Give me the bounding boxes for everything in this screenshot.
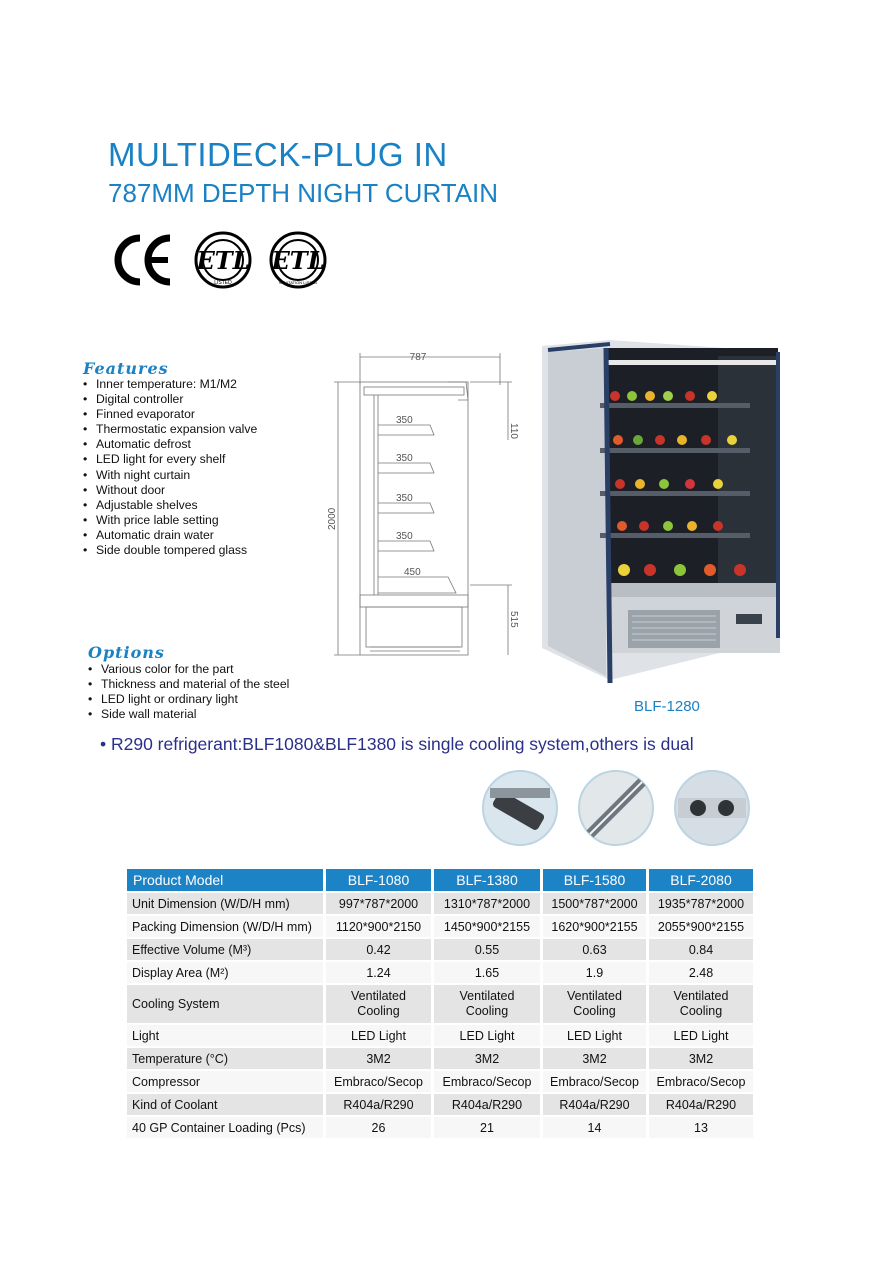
table-cell: 3M2 (326, 1048, 431, 1069)
ce-mark-icon (118, 238, 170, 282)
row-label: Packing Dimension (W/D/H mm) (127, 916, 323, 937)
table-row (127, 916, 753, 937)
svg-text:ETL: ETL (271, 246, 325, 275)
table-row (127, 962, 753, 983)
features-list (96, 377, 257, 558)
option-item: • Various color for the part (101, 662, 289, 677)
options-list (101, 662, 289, 722)
feature-item: • Automatic defrost (96, 437, 257, 452)
table-cell: Embraco/Secop (434, 1071, 540, 1092)
table-cell: 26 (326, 1117, 431, 1138)
table-row (127, 1117, 753, 1138)
product-image (540, 338, 785, 688)
row-label: Display Area (M²) (127, 962, 323, 983)
base-dimension: 515 (508, 611, 519, 628)
table-cell: 1620*900*2155 (543, 916, 646, 937)
shelf-dimension: 350 (396, 531, 413, 542)
table-cell: Ventilated Cooling (434, 985, 540, 1023)
table-cell: 3M2 (434, 1048, 540, 1069)
table-cell: Ventilated Cooling (326, 985, 431, 1023)
shelf-dimension: 350 (396, 415, 413, 426)
feature-item: • Finned evaporator (96, 407, 257, 422)
row-label: Cooling System (127, 985, 323, 1023)
shelf-dimension: 350 (396, 453, 413, 464)
table-row (127, 1071, 753, 1092)
side-section-drawing (327, 345, 520, 665)
fan-detail (675, 771, 749, 845)
table-cell: 0.84 (649, 939, 753, 960)
column-header: BLF-1580 (543, 869, 646, 891)
bottom-shelf-dimension: 450 (404, 567, 421, 578)
page-subtitle: 787MM DEPTH NIGHT CURTAIN (108, 178, 499, 208)
svg-text:ETL: ETL (196, 246, 250, 275)
table-row (127, 1094, 753, 1115)
feature-item: • With night curtain (96, 468, 257, 483)
table-cell: 14 (543, 1117, 646, 1138)
column-header: BLF-1380 (434, 869, 540, 891)
fan-motor-detail (483, 771, 557, 845)
option-item: • LED light or ordinary light (101, 692, 289, 707)
row-label: Effective Volume (M³) (127, 939, 323, 960)
table-cell: Embraco/Secop (543, 1071, 646, 1092)
detail-photos (480, 768, 752, 850)
certification-logos (108, 232, 333, 288)
table-cell: 1450*900*2155 (434, 916, 540, 937)
row-label: Light (127, 1025, 323, 1046)
table-cell: LED Light (434, 1025, 540, 1046)
table-cell: 1935*787*2000 (649, 893, 753, 914)
feature-item: • LED light for every shelf (96, 452, 257, 467)
row-label: Unit Dimension (W/D/H mm) (127, 893, 323, 914)
table-header-row (127, 869, 753, 891)
table-cell: 0.63 (543, 939, 646, 960)
table-cell: Embraco/Secop (326, 1071, 431, 1092)
table-cell: 1310*787*2000 (434, 893, 540, 914)
row-label: Compressor (127, 1071, 323, 1092)
column-header: BLF-2080 (649, 869, 753, 891)
shelf-dimension: 350 (396, 493, 413, 504)
depth-dimension: 787 (409, 352, 427, 363)
options-heading: Options (88, 643, 165, 662)
table-cell: 13 (649, 1117, 753, 1138)
feature-item: • Adjustable shelves (96, 498, 257, 513)
table-cell: R404a/R290 (543, 1094, 646, 1115)
table-cell: 1500*787*2000 (543, 893, 646, 914)
height-dimension: 2000 (327, 507, 338, 530)
feature-item: • Side double tompered glass (96, 543, 257, 558)
table-cell: Ventilated Cooling (649, 985, 753, 1023)
feature-item: • Thermostatic expansion valve (96, 422, 257, 437)
table-cell: LED Light (649, 1025, 753, 1046)
table-cell: 3M2 (543, 1048, 646, 1069)
etl-listed-icon (195, 233, 250, 287)
column-header: Product Model (127, 869, 323, 891)
svg-text:LISTED: LISTED (214, 280, 232, 286)
table-cell: 1.24 (326, 962, 431, 983)
etl-sanitation-icon (270, 233, 325, 287)
page-title: MULTIDECK-PLUG IN (108, 136, 448, 173)
option-item: • Thickness and material of the steel (101, 677, 289, 692)
table-row (127, 939, 753, 960)
table-cell: 997*787*2000 (326, 893, 431, 914)
table-cell: R404a/R290 (649, 1094, 753, 1115)
feature-item: • With price lable setting (96, 513, 257, 528)
product-caption: BLF-1280 (634, 698, 700, 715)
table-row (127, 893, 753, 914)
table-cell: LED Light (543, 1025, 646, 1046)
table-cell: 0.55 (434, 939, 540, 960)
option-item: • Side wall material (101, 707, 289, 722)
table-row (127, 1048, 753, 1069)
table-cell: Embraco/Secop (649, 1071, 753, 1092)
table-row (127, 1025, 753, 1046)
table-cell: 21 (434, 1117, 540, 1138)
features-heading: Features (83, 359, 169, 378)
feature-item: • Automatic drain water (96, 528, 257, 543)
table-row (127, 985, 753, 1023)
table-cell: 3M2 (649, 1048, 753, 1069)
row-label: Kind of Coolant (127, 1094, 323, 1115)
row-label: Temperature (°C) (127, 1048, 323, 1069)
table-cell: R404a/R290 (434, 1094, 540, 1115)
table-cell: R404a/R290 (326, 1094, 431, 1115)
refrigerant-note: • R290 refrigerant:BLF1080&BLF1380 is single cooling system,others is dual (100, 734, 694, 754)
svg-text:SANITATION LISTED: SANITATION LISTED (278, 280, 318, 285)
table-cell: 1.9 (543, 962, 646, 983)
table-cell: 2055*900*2155 (649, 916, 753, 937)
column-header: BLF-1080 (326, 869, 431, 891)
table-cell: Ventilated Cooling (543, 985, 646, 1023)
table-cell: 0.42 (326, 939, 431, 960)
top-dimension: 110 (508, 423, 519, 439)
table-cell: LED Light (326, 1025, 431, 1046)
table-cell: 1120*900*2150 (326, 916, 431, 937)
led-light-detail (579, 771, 653, 845)
table-cell: 1.65 (434, 962, 540, 983)
feature-item: • Without door (96, 483, 257, 498)
table-cell: 2.48 (649, 962, 753, 983)
row-label: 40 GP Container Loading (Pcs) (127, 1117, 323, 1138)
feature-item: • Inner temperature: M1/M2 (96, 377, 257, 392)
specifications-table (124, 867, 756, 1140)
feature-item: • Digital controller (96, 392, 257, 407)
